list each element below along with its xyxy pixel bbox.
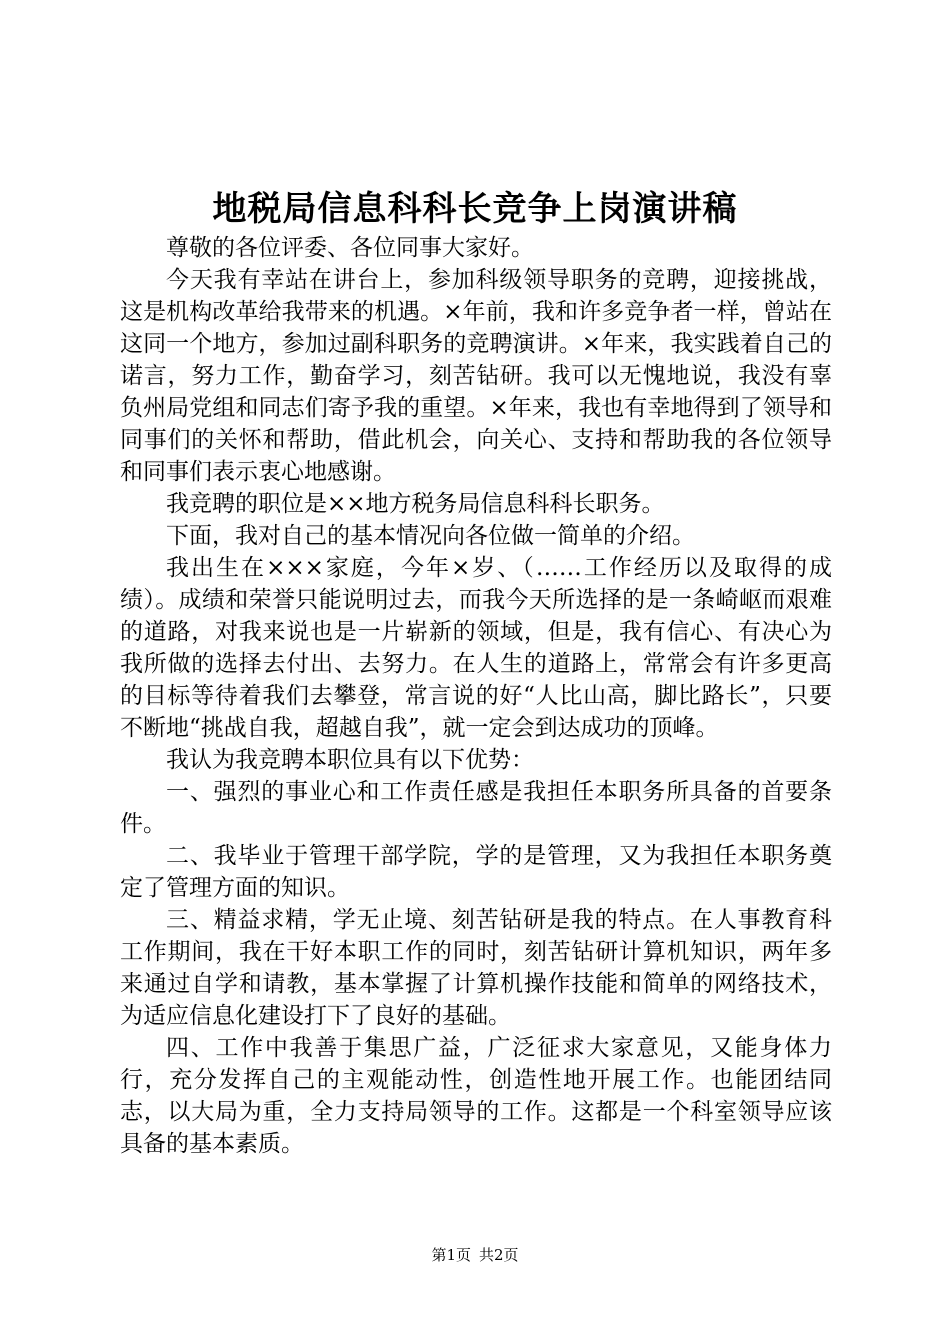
- paragraph-opening: 今天我有幸站在讲台上，参加科级领导职务的竞聘，迎接挑战，这是机构改革给我带来的机遇。×年前，我和许多竞争者一样，曾站在这同一个地方，参加过副科职务的竞聘演讲。×年来，我实践着自己的诺言，努力工作，勤奋学习，刻苦钻研。我可以无愧地说，我没有辜负州局党组和同志们寄予我的重望。×年来，我也有幸地得到了领导和同事们的关怀和帮助，借此机会，向关心、支持和帮助我的各位领导和同事们表示衷心地感谢。: [120, 267, 832, 485]
- paragraph-advantage-1: 一、强烈的事业心和工作责任感是我担任本职务所具备的首要条件。: [120, 779, 832, 837]
- page-footer: [0, 1245, 950, 1265]
- paragraph-advantage-2: 二、我毕业于管理干部学院，学的是管理，又为我担任本职务奠定了管理方面的知识。: [120, 843, 832, 901]
- document-body: [120, 232, 832, 1160]
- page-number: 第1页: [431, 1246, 471, 1264]
- paragraph-greeting: 尊敬的各位评委、各位同事大家好。: [166, 235, 534, 261]
- paragraph-advantage-3: 三、精益求精，学无止境、刻苦钻研是我的特点。在人事教育科工作期间，我在干好本职工作的同时，刻苦钻研计算机知识，两年多来通过自学和请教，基本掌握了计算机操作技能和简单的网络技术，为适应信息化建设打下了良好的基础。: [120, 907, 832, 1029]
- paragraph-advantage-4: 四、工作中我善于集思广益，广泛征求大家意见，又能身体力行，充分发挥自己的主观能动性，创造性地开展工作。也能团结同志，以大局为重，全力支持局领导的工作。这都是一个科室领导应该具备的基本素质。: [120, 1035, 832, 1157]
- page-total: 共2页: [479, 1246, 519, 1264]
- paragraph-advantages-heading: 我认为我竞聘本职位具有以下优势：: [166, 747, 534, 773]
- paragraph-intro: 下面，我对自己的基本情况向各位做一简单的介绍。: [166, 523, 695, 549]
- paragraph-position: 我竞聘的职位是××地方税务局信息科科长职务。: [166, 491, 665, 517]
- paragraph-background: 我出生在×××家庭，今年×岁、（……工作经历以及取得的成绩）。成绩和荣誉只能说明过去，而我今天所选择的是一条崎岖而艰难的道路，对我来说也是一片崭新的领域，但是，我有信心、有决心为我所做的选择去付出、去努力。在人生的道路上，常常会有许多更高的目标等待着我们去攀登，常言说的好“人比山高，脚比路长”，只要不断地“挑战自我，超越自我”，就一定会到达成功的顶峰。: [120, 555, 832, 741]
- document-title: 地税局信息科科长竞争上岗演讲稿: [212, 189, 738, 229]
